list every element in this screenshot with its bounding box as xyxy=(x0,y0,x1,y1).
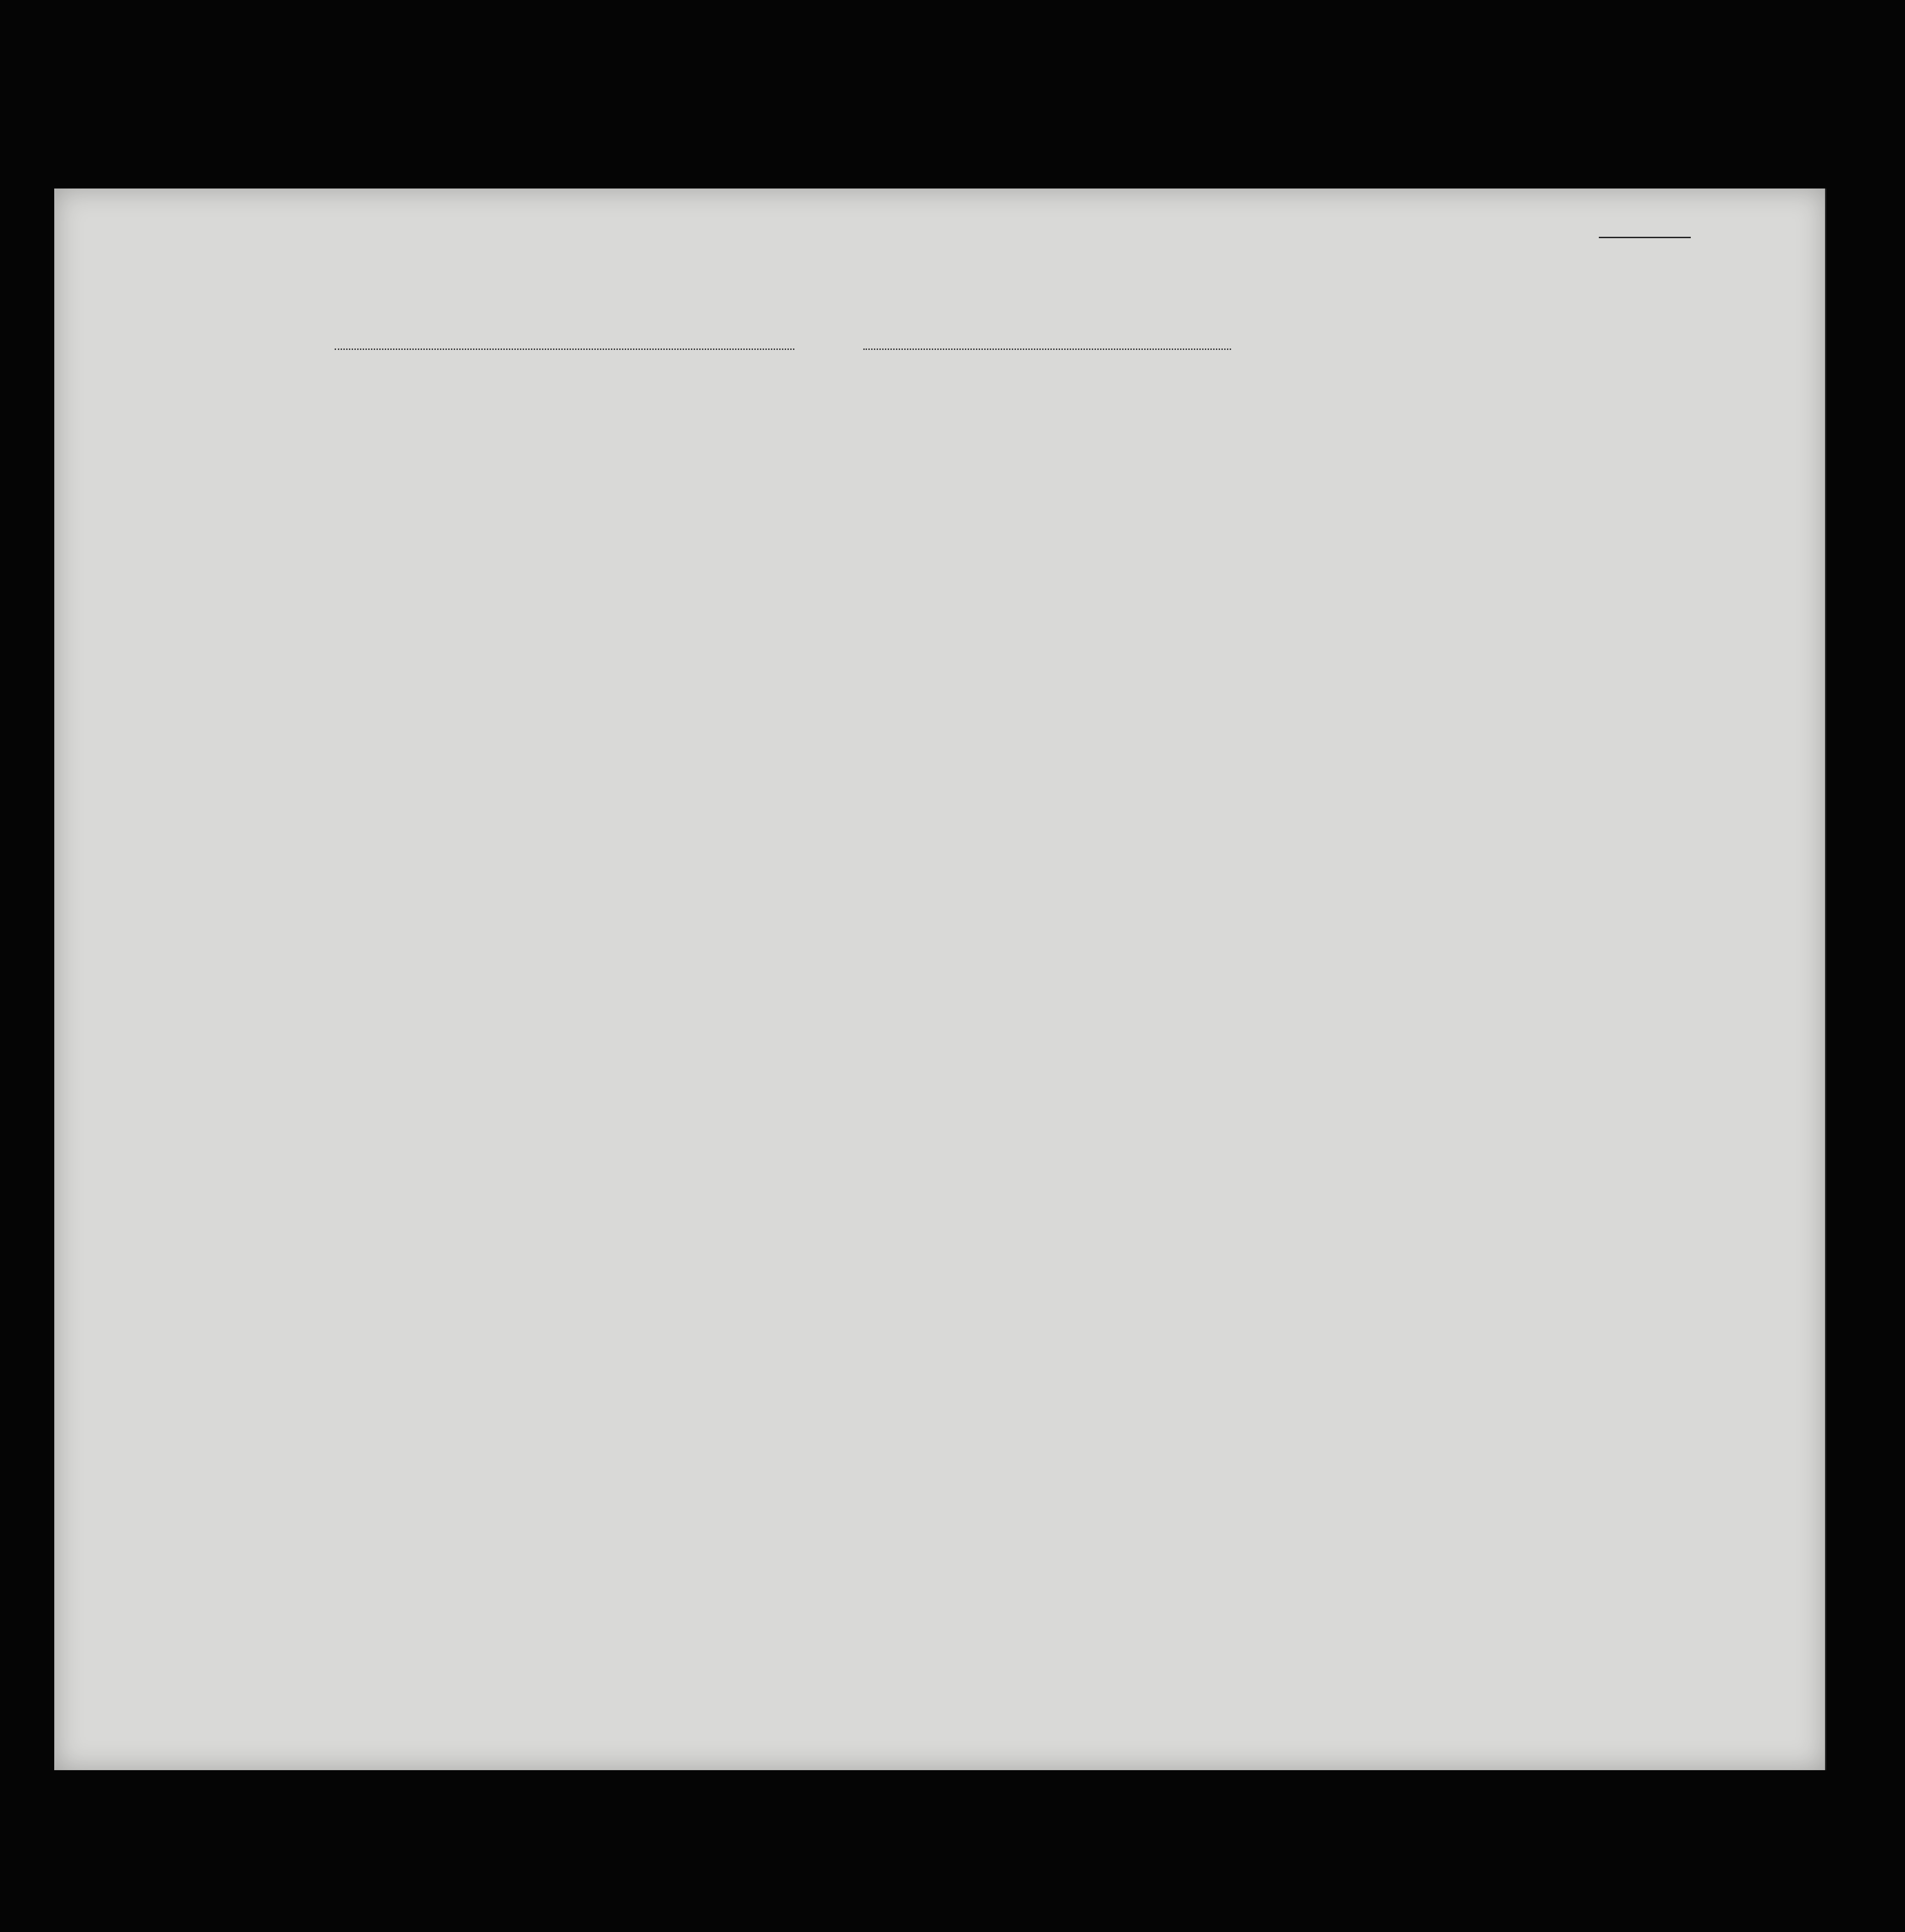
header-anarchist xyxy=(1256,431,1266,555)
header-purpose-length xyxy=(1105,443,1151,558)
list-number-value xyxy=(1599,237,1691,238)
scan-border-top xyxy=(54,0,1824,189)
header-purpose-citizen xyxy=(1155,443,1201,558)
header-money xyxy=(686,436,712,555)
header-prison xyxy=(1206,431,1238,555)
inspector-checkmarks xyxy=(114,390,1810,1599)
arrival-date xyxy=(863,349,1231,350)
manifest-table xyxy=(114,390,1810,1599)
list-number xyxy=(1599,219,1691,243)
header-ticket xyxy=(562,436,590,555)
header-q30 xyxy=(1360,431,1387,555)
arrival-line xyxy=(114,345,1309,372)
header-polygamist xyxy=(1243,431,1252,555)
header-inches xyxy=(1528,505,1538,551)
header-q28 xyxy=(1275,431,1312,555)
header-q29 xyxy=(1321,431,1353,555)
header-purpose-return xyxy=(1054,443,1100,558)
port-name xyxy=(335,349,794,350)
header-feet xyxy=(1502,505,1512,551)
